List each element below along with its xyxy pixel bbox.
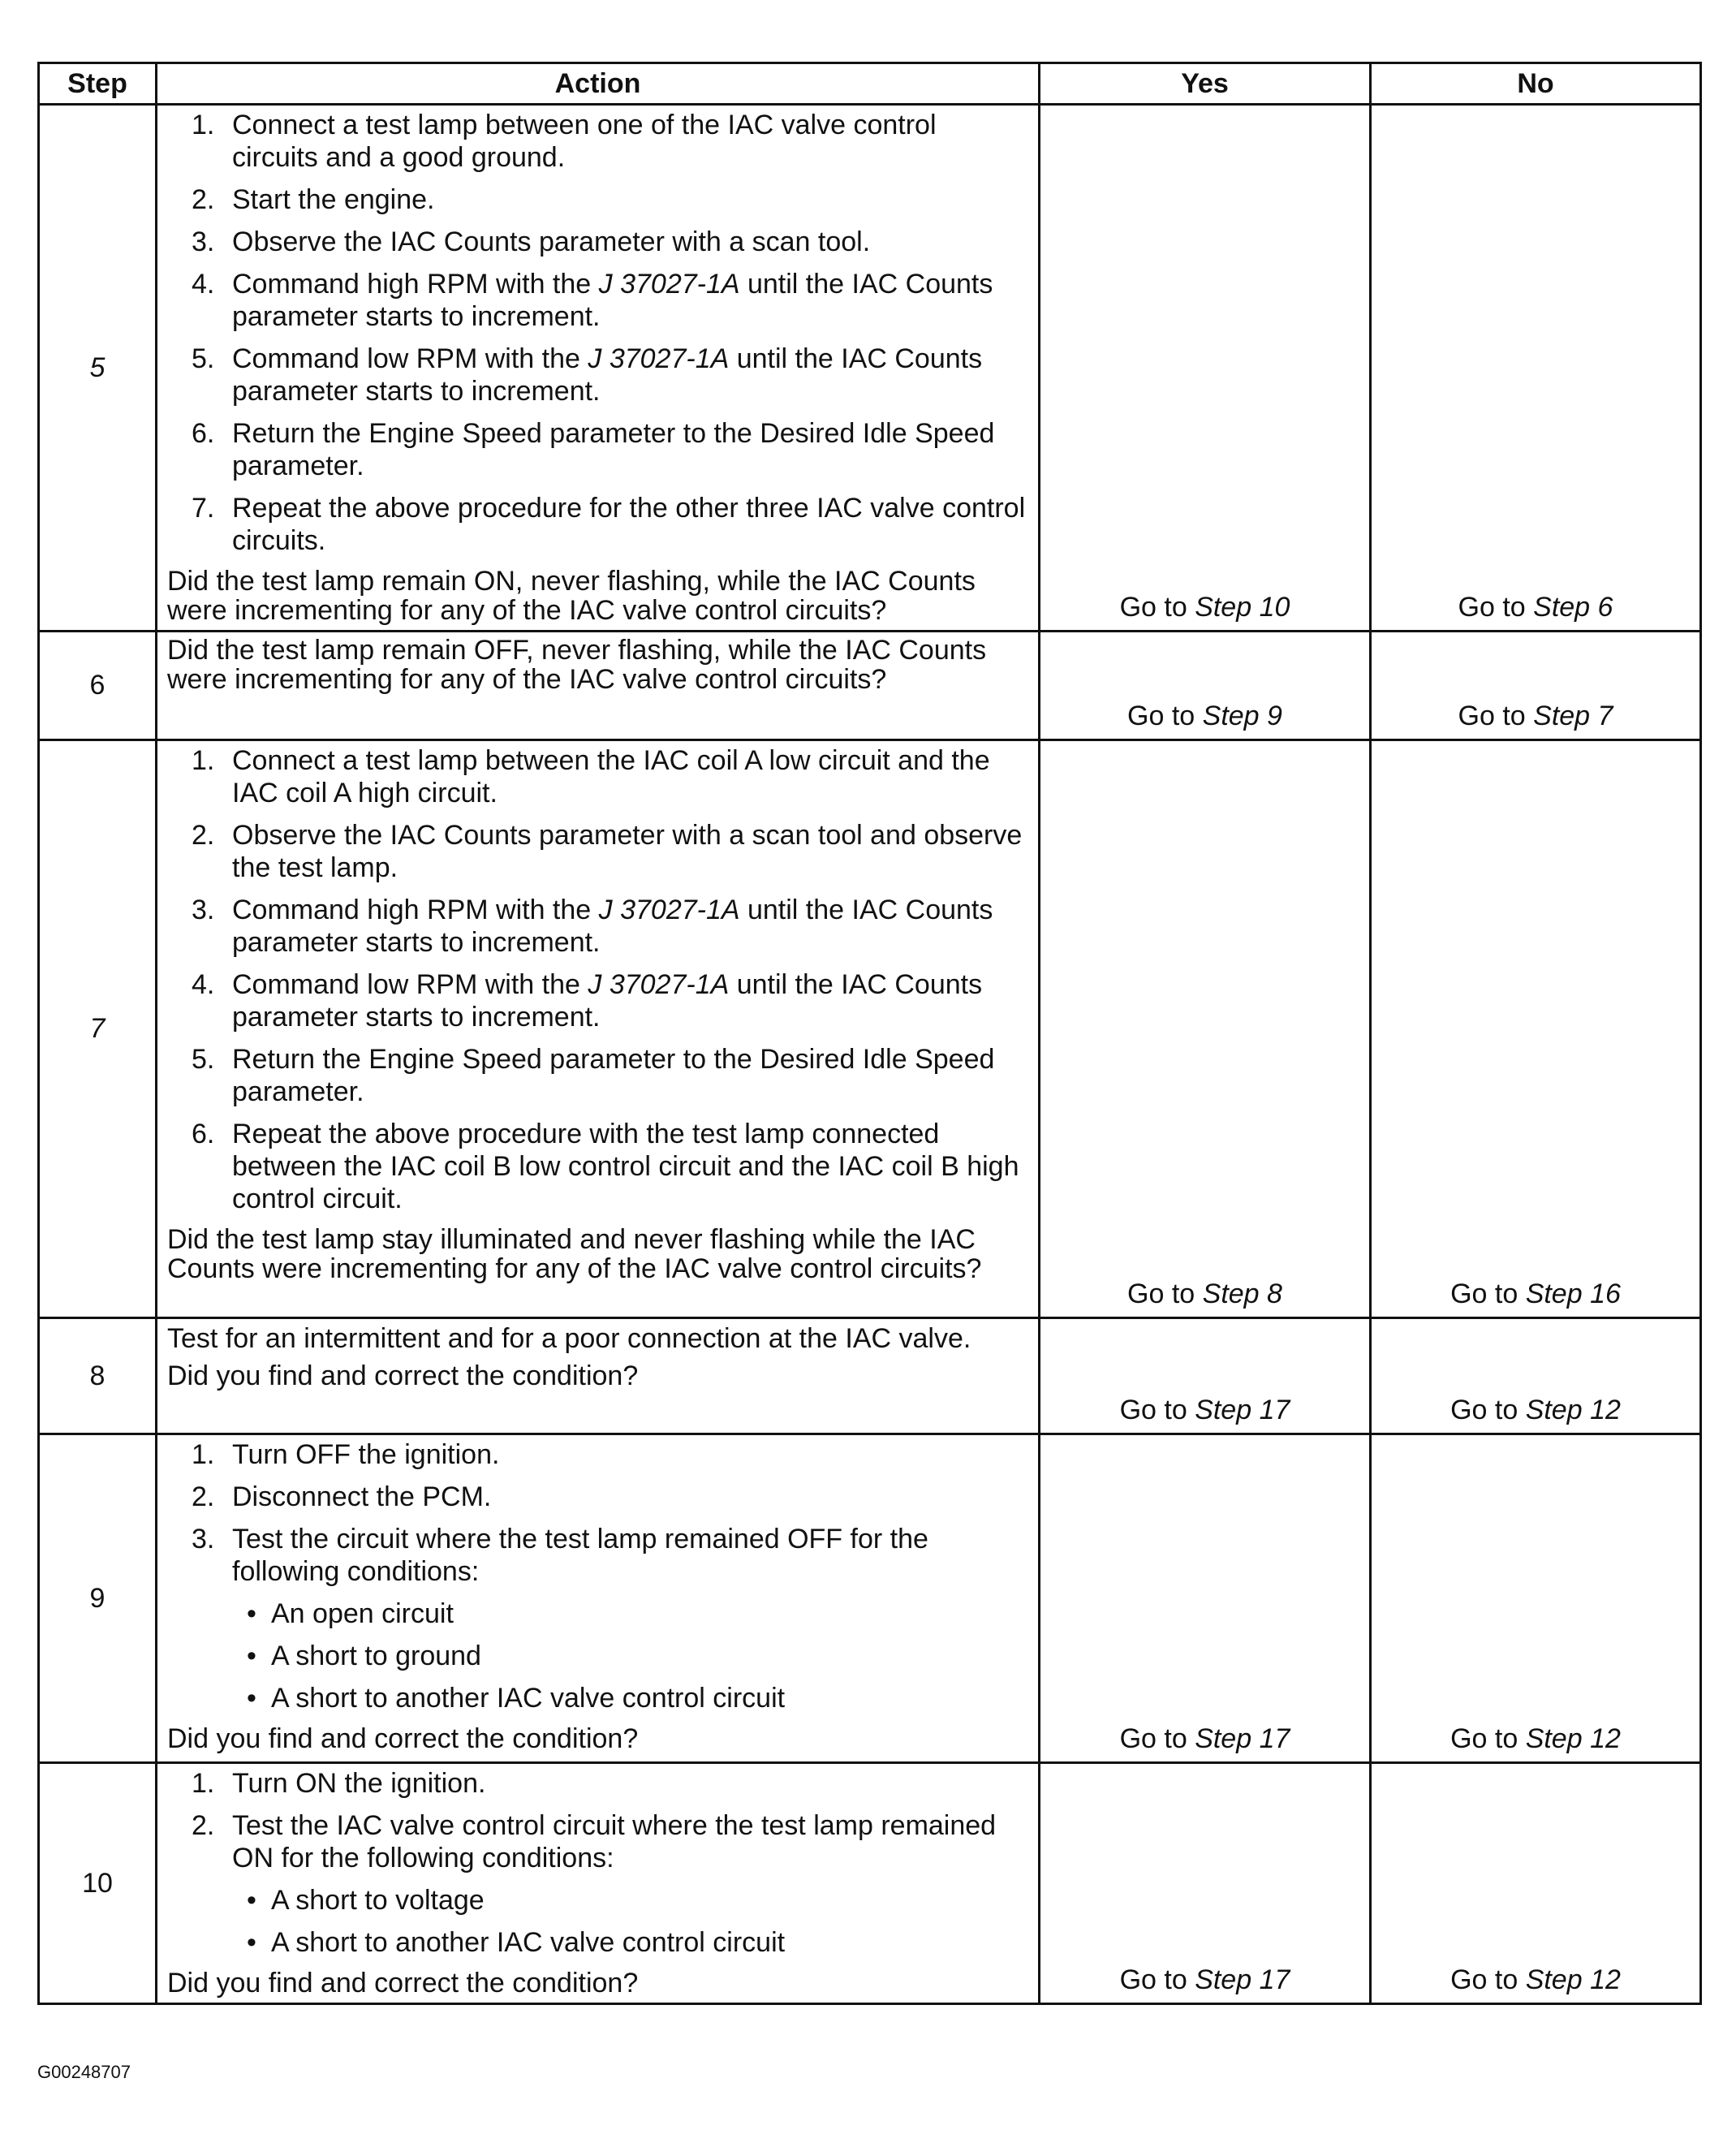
numbered-item [167, 268, 1028, 333]
item-number: 6. [192, 1119, 215, 1149]
diagnostic-table [37, 62, 1702, 2005]
bullet-item [167, 1640, 1028, 1672]
item-number: 5. [192, 343, 215, 374]
item-text: Connect a test lamp between one of the IAC valve control circuits and a good ground. [232, 110, 937, 173]
action-question: Did you find and correct the condition? [167, 1360, 639, 1391]
item-text: Return the Engine Speed parameter to the Desired Idle Speed parameter. [232, 418, 995, 481]
tool-number: J 37027-1A [598, 895, 740, 925]
numbered-item [167, 1118, 1028, 1215]
action-cell [157, 1434, 1040, 1763]
item-text-part: Command low RPM with the [232, 969, 588, 1000]
action-question: Did you find and correct the condition? [167, 1968, 639, 1998]
no-result-cell [1371, 740, 1701, 1318]
bullet-item [167, 1598, 1028, 1630]
tool-number: J 37027-1A [588, 343, 730, 374]
goto-step-ref: Step 17 [1195, 1723, 1290, 1754]
item-text: Start the engine. [232, 184, 435, 215]
numbered-item [167, 492, 1028, 557]
item-text: Observe the IAC Counts parameter with a scan tool and observe the test lamp. [232, 820, 1023, 883]
goto-label: Go to [1119, 1723, 1195, 1754]
bullet-text: An open circuit [271, 1598, 454, 1629]
item-number: 2. [192, 1481, 215, 1512]
header-action: Action [157, 63, 1040, 105]
item-number: 4. [192, 269, 215, 300]
item-text-part: until the IAC Counts parameter starts to increment. [232, 895, 993, 958]
goto-step-ref: Step 12 [1525, 1723, 1621, 1754]
item-text-part: until the IAC Counts parameter starts to increment. [232, 269, 993, 332]
table-body [39, 105, 1701, 2004]
header-no: No [1371, 63, 1701, 105]
goto-label: Go to [1127, 1278, 1203, 1309]
action-cell [157, 1763, 1040, 2004]
item-number: 3. [192, 226, 215, 257]
numbered-item [167, 819, 1028, 884]
goto-step-ref: Step 17 [1195, 1395, 1290, 1425]
goto-label: Go to [1450, 1964, 1526, 1995]
item-text-part: Command high RPM with the [232, 895, 599, 925]
item-text: Test the IAC valve control circuit where the test lamp remained ON for the following conditions: [232, 1810, 997, 1873]
item-text-part: Command low RPM with the [232, 343, 588, 374]
goto-label: Go to [1458, 592, 1534, 623]
numbered-item [167, 1481, 1028, 1513]
goto-step-ref: Step 10 [1195, 592, 1290, 623]
yes-result-cell [1040, 1318, 1371, 1434]
item-text-part: until the IAC Counts parameter starts to increment. [232, 969, 983, 1033]
item-text: Turn ON the ignition. [232, 1768, 486, 1799]
yes-result-cell [1040, 105, 1371, 632]
bullet-item [167, 1884, 1028, 1917]
goto-step-ref: Step 17 [1195, 1964, 1290, 1995]
goto-step-ref: Step 8 [1202, 1278, 1282, 1309]
bullet-text: A short to ground [271, 1641, 481, 1671]
goto-step-ref: Step 16 [1525, 1278, 1621, 1309]
item-number: 3. [192, 895, 215, 925]
no-result-cell [1371, 632, 1701, 740]
bullet-mark: • [247, 1885, 256, 1916]
tool-number: J 37027-1A [598, 269, 740, 300]
action-question: Did you find and correct the condition? [167, 1723, 639, 1754]
item-number: 1. [192, 110, 215, 140]
numbered-item [167, 894, 1028, 959]
item-number: 2. [192, 1810, 215, 1841]
figure-id: G00248707 [37, 2062, 131, 2082]
yes-result-cell [1040, 632, 1371, 740]
action-cell [157, 105, 1040, 632]
numbered-item [167, 343, 1028, 407]
action-cell [157, 632, 1040, 740]
table-row [39, 1763, 1701, 2004]
item-text: Repeat the above procedure with the test lamp connected between the IAC coil B low control circuit and the IAC coil B high control circuit. [232, 1119, 1019, 1214]
item-text [232, 343, 982, 407]
item-number: 7. [192, 493, 215, 524]
table-row [39, 1434, 1701, 1763]
bullet-mark: • [247, 1598, 256, 1629]
goto-step-ref: Step 6 [1533, 592, 1613, 623]
numbered-item [167, 1767, 1028, 1800]
item-text-part: until the IAC Counts parameter starts to increment. [232, 343, 983, 407]
goto-label: Go to [1119, 1395, 1195, 1425]
table-row [39, 632, 1701, 740]
action-question: Did the test lamp stay illuminated and never flashing while the IAC Counts were incrementing for any of the IAC valve control circuits? [167, 1224, 982, 1284]
item-text [232, 895, 993, 958]
bullet-text: A short to another IAC valve control circuit [271, 1683, 786, 1714]
numbered-item [167, 1523, 1028, 1588]
item-text: Turn OFF the ignition. [232, 1439, 500, 1470]
goto-label: Go to [1450, 1723, 1526, 1754]
step-number-cell: 9 [39, 1434, 157, 1763]
no-result-cell [1371, 1318, 1701, 1434]
item-text [232, 269, 993, 332]
numbered-item [167, 1809, 1028, 1874]
numbered-item [167, 744, 1028, 809]
action-question: Did the test lamp remain OFF, never flashing, while the IAC Counts were incrementing for any of the IAC valve control circuits? [167, 635, 987, 695]
goto-label: Go to [1450, 1278, 1526, 1309]
numbered-item [167, 109, 1028, 174]
action-cell [157, 1318, 1040, 1434]
bullet-mark: • [247, 1641, 256, 1671]
goto-step-ref: Step 12 [1525, 1964, 1621, 1995]
goto-label: Go to [1127, 701, 1203, 731]
header-yes: Yes [1040, 63, 1371, 105]
numbered-item [167, 226, 1028, 258]
goto-step-ref: Step 12 [1525, 1395, 1621, 1425]
diagnostic-table-sheet [37, 62, 1699, 2005]
item-number: 1. [192, 1439, 215, 1470]
goto-label: Go to [1119, 592, 1195, 623]
item-text: Observe the IAC Counts parameter with a scan tool. [232, 226, 871, 257]
bullet-mark: • [247, 1927, 256, 1958]
no-result-cell [1371, 1434, 1701, 1763]
bullet-mark: • [247, 1683, 256, 1714]
item-number: 1. [192, 745, 215, 776]
no-result-cell [1371, 1763, 1701, 2004]
item-text: Connect a test lamp between the IAC coil A low circuit and the IAC coil A high circuit. [232, 745, 990, 808]
bullet-text: A short to voltage [271, 1885, 485, 1916]
item-number: 2. [192, 820, 215, 851]
goto-step-ref: Step 9 [1202, 701, 1282, 731]
action-question: Did the test lamp remain ON, never flashing, while the IAC Counts were incrementing for any of the IAC valve control circuits? [167, 566, 976, 626]
item-number: 1. [192, 1768, 215, 1799]
item-number: 3. [192, 1524, 215, 1554]
bullet-text: A short to another IAC valve control circuit [271, 1927, 786, 1958]
yes-result-cell [1040, 740, 1371, 1318]
step-number-cell: 10 [39, 1763, 157, 2004]
table-header-row [39, 63, 1701, 105]
item-number: 6. [192, 418, 215, 449]
table-row [39, 740, 1701, 1318]
bullet-item [167, 1682, 1028, 1714]
numbered-item [167, 1043, 1028, 1108]
step-number-cell: 8 [39, 1318, 157, 1434]
item-number: 4. [192, 969, 215, 1000]
action-cell [157, 740, 1040, 1318]
yes-result-cell [1040, 1763, 1371, 2004]
yes-result-cell [1040, 1434, 1371, 1763]
step-number-cell: 5 [39, 105, 157, 632]
item-text-part: Command high RPM with the [232, 269, 599, 300]
item-number: 2. [192, 184, 215, 215]
numbered-item [167, 1438, 1028, 1471]
numbered-item [167, 183, 1028, 216]
item-text: Disconnect the PCM. [232, 1481, 492, 1512]
goto-label: Go to [1458, 701, 1534, 731]
step-number-cell: 6 [39, 632, 157, 740]
step-number-cell: 7 [39, 740, 157, 1318]
goto-step-ref: Step 7 [1533, 701, 1613, 731]
table-row [39, 1318, 1701, 1434]
table-row [39, 105, 1701, 632]
goto-label: Go to [1450, 1395, 1526, 1425]
no-result-cell [1371, 105, 1701, 632]
item-text: Return the Engine Speed parameter to the Desired Idle Speed parameter. [232, 1044, 995, 1107]
tool-number: J 37027-1A [588, 969, 730, 1000]
header-step: Step [39, 63, 157, 105]
item-text: Repeat the above procedure for the other three IAC valve control circuits. [232, 493, 1026, 556]
item-text: Test the circuit where the test lamp remained OFF for the following conditions: [232, 1524, 928, 1587]
item-text [232, 969, 982, 1033]
numbered-item [167, 417, 1028, 482]
action-intro: Test for an intermittent and for a poor connection at the IAC valve. [167, 1323, 971, 1354]
bullet-item [167, 1926, 1028, 1959]
item-number: 5. [192, 1044, 215, 1075]
numbered-item [167, 968, 1028, 1033]
goto-label: Go to [1119, 1964, 1195, 1995]
